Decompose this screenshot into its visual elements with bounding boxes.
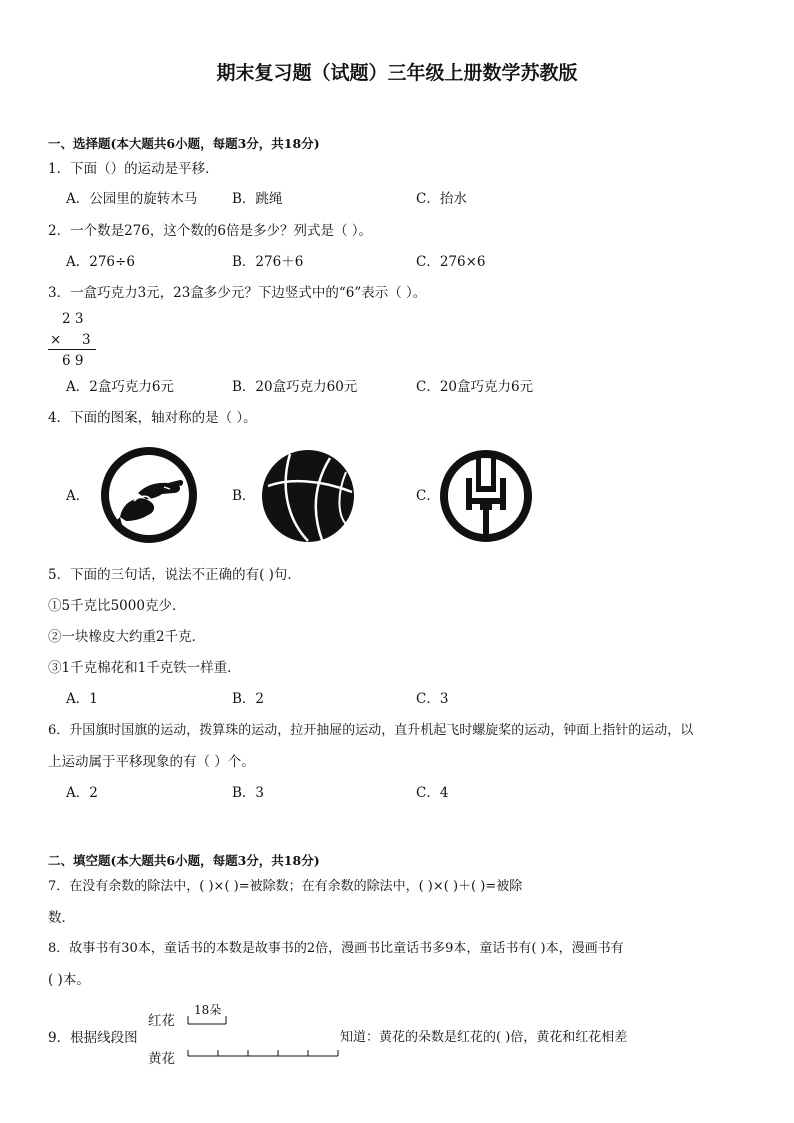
vertical-result: 6 9 [62, 353, 84, 369]
q2-option-b: B．276＋6 [232, 254, 304, 270]
q2-option-c: C．276×6 [416, 254, 486, 270]
q3-option-a: A．2盒巧克力6元 [66, 379, 174, 395]
q5-option-a: A．1 [66, 691, 98, 707]
q3-option-b: B．20盒巧克力60元 [232, 379, 358, 395]
vertical-multiplier: 3 [82, 332, 91, 348]
brace-label: 18朵 [194, 1003, 222, 1017]
q5-statement-3: ③1千克棉花和1千克铁一样重． [48, 660, 241, 676]
vertical-top-number: 2 3 [62, 311, 84, 327]
q2-stem: 2．一个数是276，这个数的6倍是多少？列式是（ ）。 [48, 223, 372, 239]
q5-stem: 5．下面的三句话，说法不正确的有( )句． [48, 567, 301, 583]
segment-diagram [182, 1012, 342, 1064]
q9-prefix: 9．根据线段图 [48, 1030, 138, 1046]
q2-option-a: A．276÷6 [66, 254, 135, 270]
q4-stem: 4．下面的图案，轴对称的是（ ）。 [48, 410, 257, 426]
q1-option-a: A．公园里的旋转木马 [66, 191, 198, 207]
q6-option-b: B．3 [232, 785, 265, 801]
section-heading-fill: 二、填空题(本大题共6小题，每题3分，共18分) [48, 853, 320, 868]
q6-stem-line1: 6．升国旗时国旗的运动，拨算珠的运动，拉开抽屉的运动，直升机起飞时螺旋桨的运动，钟面上指针的运动，以 [48, 723, 694, 738]
q4-option-c: C． [416, 488, 440, 504]
q5-statement-2: ②一块橡皮大约重2千克． [48, 629, 206, 645]
hands-circle-icon [98, 447, 200, 543]
q5-option-c: C．3 [416, 691, 449, 707]
yellow-flower-label: 黄花 [148, 1051, 175, 1067]
q6-option-a: A．2 [66, 785, 98, 801]
vertical-divider-line [48, 349, 96, 350]
q5-option-b: B．2 [232, 691, 265, 707]
yellow-segment-line [188, 1050, 338, 1056]
q3-option-c: C．20盒巧克力6元 [416, 379, 534, 395]
q8-line2: ( )本。 [48, 972, 90, 988]
q4-option-b: B． [232, 488, 256, 504]
q8-line1: 8．故事书有30本，童话书的本数是故事书的2倍，漫画书比童话书多9本，童话书有( )本，漫画书有 [48, 941, 624, 956]
vertical-multiply-sign: × [50, 332, 62, 348]
q3-stem: 3．一盒巧克力3元，23盒多少元？下边竖式中的“6”表示（ ）。 [48, 285, 427, 301]
red-flower-label: 红花 [148, 1013, 175, 1029]
section-heading-choice: 一、选择题(本大题共6小题，每题3分，共18分) [48, 136, 320, 151]
q1-option-c: C．抬水 [416, 191, 467, 207]
bank-logo-icon [438, 448, 534, 544]
q6-option-c: C．4 [416, 785, 449, 801]
q7-line1: 7．在没有余数的除法中，( )×( )=被除数；在有余数的除法中，( )×( )＋( )=被除 [48, 879, 523, 894]
q7-line2: 数． [48, 910, 75, 926]
q1-stem: 1．下面（）的运动是平移． [48, 161, 219, 177]
q6-stem-line2: 上运动属于平移现象的有（ ）个。 [48, 754, 255, 770]
q1-option-b: B．跳绳 [232, 191, 283, 207]
q5-statement-1: ①5千克比5000克少． [48, 598, 186, 614]
q9-suffix: 知道：黄花的朵数是红花的( )倍，黄花和红花相差 [340, 1030, 628, 1045]
ball-icon [260, 448, 356, 544]
q4-option-a: A． [66, 488, 90, 504]
page-title: 期末复习题（试题）三年级上册数学苏教版 [216, 62, 578, 84]
